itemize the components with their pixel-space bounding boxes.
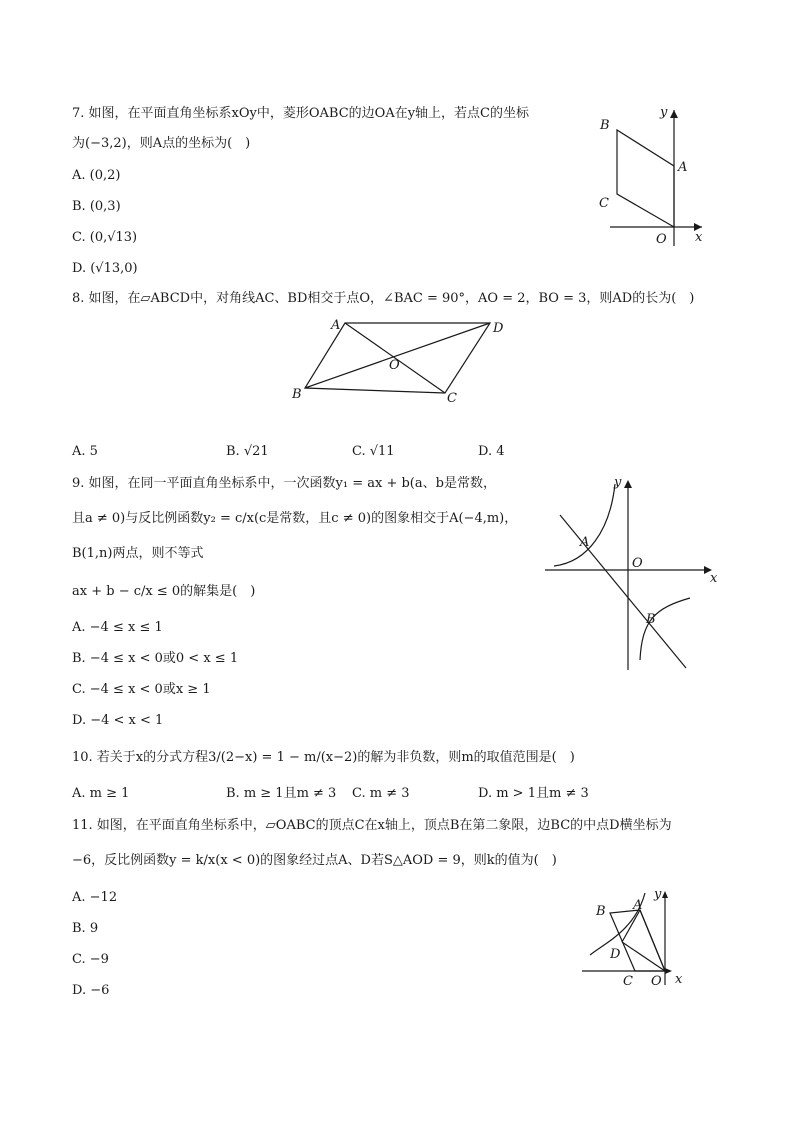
q7-stem-line1: 7. 如图，在平面直角坐标系xOy中，菱形OABC的边OA在y轴上，若点C的坐标 <box>72 106 529 121</box>
q11-option-a[interactable]: A. −12 <box>72 890 118 905</box>
q11-y-arrow <box>662 891 668 898</box>
q11-option-b[interactable]: B. 9 <box>72 921 99 936</box>
q11-parallelogram-hyperbola-figure <box>580 885 690 990</box>
q8-label-c: C <box>447 391 457 406</box>
q9-option-b[interactable]: B. −4 ≤ x < 0或0 < x ≤ 1 <box>72 651 239 666</box>
q7-option-c[interactable]: C. (0,√13) <box>72 230 138 245</box>
q11-label-a: A <box>633 898 643 913</box>
q11-segment-ad <box>622 910 640 942</box>
q11-label-c: C <box>623 974 633 989</box>
q10-option-a[interactable]: A. m ≥ 1 <box>72 786 130 801</box>
q9-linear-function-line <box>560 515 686 668</box>
q9-stem-line3: B(1,n)两点，则不等式 <box>72 546 204 561</box>
q7-option-b[interactable]: B. (0,3) <box>72 199 121 214</box>
q11-option-c[interactable]: C. −9 <box>72 952 109 967</box>
q7-stem-line2: 为(−3,2)，则A点的坐标为( ) <box>72 136 251 151</box>
q7-label-b: B <box>600 118 610 133</box>
q9-label-a: A <box>580 535 590 550</box>
q9-option-c[interactable]: C. −4 ≤ x < 0或x ≥ 1 <box>72 682 211 697</box>
q7-label-y: y <box>660 105 668 120</box>
q9-hyperbola-branch-2 <box>554 484 615 566</box>
q10-stem-line1: 10. 若关于x的分式方程3/(2−x) = 1 − m/(x−2)的解为非负数，则m的取值范围是( ) <box>72 750 575 765</box>
q9-label-o: O <box>632 556 643 571</box>
q8-label-b: B <box>292 387 302 402</box>
q11-label-o: O <box>651 974 662 989</box>
q11-label-d: D <box>610 947 621 962</box>
q7-label-a: A <box>678 160 688 175</box>
q11-label-x: x <box>675 972 683 987</box>
q7-label-o: O <box>656 232 667 247</box>
q9-label-b: B <box>646 612 656 627</box>
q8-stem-line1: 8. 如图，在▱ABCD中，对角线AC、BD相交于点O，∠BAC = 90°，AO = 2，BO = 3，则AD的长为( ) <box>72 291 695 306</box>
q9-stem-line2: 且a ≠ 0)与反比例函数y₂ = c/x(c是常数，且c ≠ 0)的图象相交于A(−4,m)， <box>72 511 518 526</box>
q7-label-c: C <box>599 196 609 211</box>
q8-label-o: O <box>389 358 400 373</box>
q10-option-c[interactable]: C. m ≠ 3 <box>352 786 410 801</box>
q9-stem-line1: 9. 如图，在同一平面直角坐标系中，一次函数y₁ = ax + b(a、b是常数， <box>72 476 496 491</box>
q7-rhombus-figure <box>590 100 720 250</box>
q9-y-arrow <box>624 480 632 488</box>
q9-label-y: y <box>614 475 622 490</box>
q7-y-arrow <box>670 110 678 118</box>
q9-function-graph <box>540 470 725 675</box>
q8-option-b[interactable]: B. √21 <box>226 444 269 459</box>
q7-label-x: x <box>695 230 703 245</box>
q8-option-c[interactable]: C. √11 <box>352 444 395 459</box>
q9-option-a[interactable]: A. −4 ≤ x ≤ 1 <box>72 620 163 635</box>
q8-label-a: A <box>331 318 341 333</box>
q11-label-y: y <box>654 887 662 902</box>
q10-option-b[interactable]: B. m ≥ 1且m ≠ 3 <box>226 786 337 801</box>
q11-option-d[interactable]: D. −6 <box>72 983 110 998</box>
q8-label-d: D <box>493 321 504 336</box>
q11-stem-line2: −6，反比例函数y = k/x(x < 0)的图象经过点A、D若S△AOD = 9，则k的值为( ) <box>72 853 557 868</box>
q8-option-d[interactable]: D. 4 <box>478 444 505 459</box>
q7-option-a[interactable]: A. (0,2) <box>72 168 121 183</box>
q9-label-x: x <box>710 571 718 586</box>
q8-parallelogram-figure <box>285 313 515 413</box>
q8-option-a[interactable]: A. 5 <box>72 444 98 459</box>
q11-label-b: B <box>596 904 606 919</box>
q10-option-d[interactable]: D. m > 1且m ≠ 3 <box>478 786 589 801</box>
q11-stem-line1: 11. 如图，在平面直角坐标系中，▱OABC的顶点C在x轴上，顶点B在第二象限，边BC的中点D横坐标为 <box>72 818 672 833</box>
q9-stem-line4: ax + b − c/x ≤ 0的解集是( ) <box>72 584 256 599</box>
q9-hyperbola-branch-4 <box>640 598 690 660</box>
q11-x-arrow <box>665 968 672 974</box>
q9-option-d[interactable]: D. −4 < x < 1 <box>72 713 164 728</box>
q7-option-d[interactable]: D. (√13,0) <box>72 261 138 276</box>
q7-rhombus-oabc <box>617 130 674 227</box>
